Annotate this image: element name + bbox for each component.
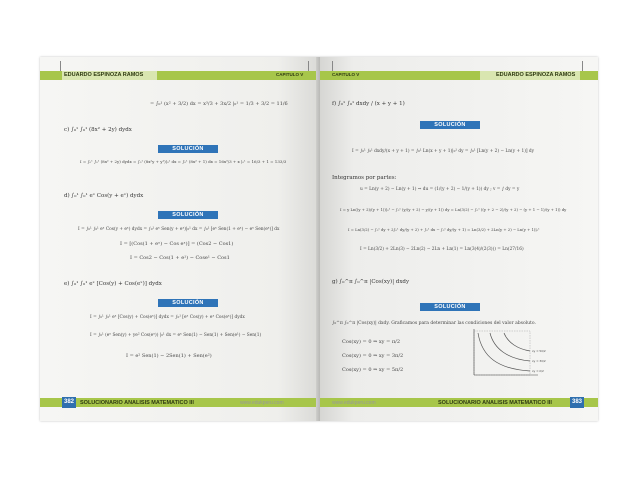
solution-f-line3: I = Ln(3/2) − ∫₀¹ dy + 2∫₀¹ dy/(y + 2) + ∫₀¹ dx − ∫₀¹ dy/(y + 1) = Ln(3/2) + 2Ln(y + 2) − Ln(y + 1)|₀¹	[348, 227, 540, 232]
problem-e: e) ∫₀¹ ∫₀¹ eˣ [Cos(y) + Cos(eˣ)] dydx	[64, 281, 162, 287]
left-header-chapter: CAPITULO V	[276, 72, 304, 77]
parts-definition: u = Ln(y + 2) − Ln(y + 1) ⇒ du = (1/(y + 2) − 1/(y + 1)) dy ; v = ∫ dy = y	[360, 187, 520, 192]
crop-mark	[60, 61, 61, 71]
problem-g: g) ∫₀^π ∫₀^π |Cos(xy)| dxdy	[332, 279, 410, 285]
right-page	[320, 57, 598, 421]
crop-mark	[582, 61, 583, 71]
left-footer-title: SOLUCIONARIO ANALISIS MATEMATICO III	[80, 400, 194, 406]
solution-e-line2: I = ∫₀¹ (eˣ Sen(y) + ye² Cos(eˣ)) |₀¹ dx = eˣ Sen(1) − Sen(1) + Sen(e¹) − Sen(1)	[90, 333, 262, 338]
right-page-number: 383	[570, 397, 584, 408]
problem-f: f) ∫₀¹ ∫₀¹ dxdy / (x + y + 1)	[332, 101, 405, 107]
solution-c: I = ∫₀¹ ∫₀¹ (8x² + 2y) dydx = ∫₀¹ (8x²y + y²)|₀¹ dx = ∫₀¹ (8x² + 1) dx = 16x³/3 + x |₀¹ = 16/3 + 1 = 133/3	[80, 159, 287, 164]
right-footer-title: SOLUCIONARIO ANALISIS MATEMATICO III	[438, 400, 552, 406]
left-page	[40, 57, 320, 421]
solution-f-line4: I = Ln(3/2) + 2Ln(3) − 2Ln(2) − 2Ln + Ln(1) = Ln(3(4)/(2(3))) = Ln(27/16)	[360, 247, 524, 252]
solution-banner-c: SOLUCIÓN	[158, 145, 218, 153]
solution-e-line3: I = e² Sen(1) − 2Sen(1) + Sen(e²)	[126, 353, 212, 359]
curve-3pi-half	[490, 333, 530, 361]
crop-mark	[332, 61, 333, 71]
right-header-author: EDUARDO ESPINOZA RAMOS	[496, 72, 576, 78]
condition-2: Cos(xy) = 0 ⇒ xy = 3π/2	[342, 353, 404, 359]
graph-label-1: xy = π/2	[532, 369, 544, 373]
crop-mark	[308, 61, 309, 71]
graph-label-3: xy = 5π/2	[532, 349, 546, 353]
left-header-author: EDUARDO ESPINOZA RAMOS	[64, 72, 144, 78]
solution-g-intro: ∫₀^π ∫₀^π |Cos(xy)| dxdy. Graficamos para determinar las condiciones del valor absoluto.	[332, 321, 536, 326]
right-footer-url: www.edukperu.com	[332, 400, 376, 406]
solution-banner-d: SOLUCIÓN	[158, 211, 218, 219]
solution-f-line1: I = ∫₀¹ ∫₀¹ dxdy/(x + y + 1) = ∫₀¹ Ln(x + y + 1)|₀¹ dy = ∫₀¹ [Ln(y + 2) − Ln(y + 1)] dy	[352, 149, 535, 154]
solution-f-line2: I = y Ln((y + 2)/(y + 1))|₀¹ − ∫₀¹ (y/(y + 2) − y/(y + 1)) dy = Ln(3/2) − ∫₀¹ ((y + 2 − 2)/(y + 2) − (y + 1 − 1)/(y + 1)) dy	[340, 207, 567, 212]
left-page-number: 382	[62, 397, 76, 408]
solution-banner-f: SOLUCIÓN	[420, 121, 480, 129]
solution-e-line1: I = ∫₀¹ ∫₀¹ eˣ [Cos(y) + Cos(eˣ)] dydx = ∫₀¹ [eˣ Cos(y) + eˣ Cos(eˣ)] dydx	[90, 315, 245, 320]
open-book	[40, 57, 598, 421]
problem-c: c) ∫₀¹ ∫₀¹ (8x² + 2y) dydx	[64, 127, 132, 133]
curve-pi-half	[478, 333, 530, 371]
intro-result: = ∫₀¹ (x² + 3/2) dx = x³/3 + 3x/2 |₀¹ = 1/3 + 3/2 = 11/6	[150, 101, 288, 107]
problem-d: d) ∫₀¹ ∫₀¹ eˣ Cos(y + eˣ) dydx	[64, 193, 144, 199]
solution-d-line1: I = ∫₀¹ ∫₀¹ eˣ Cos(y + eˣ) dydx = ∫₀¹ eˣ Sen(y + eˣ)|₀¹ dx = ∫₀¹ [eˣ Sen(1 + eˣ) − eˣ Sen(eˣ)] dx	[78, 227, 280, 232]
curve-5pi-half	[504, 333, 530, 351]
solution-banner-g: SOLUCIÓN	[420, 303, 480, 311]
solution-d-line2: I = [(Cos(1 + eˣ) − Cos eˣ)] = (Cos2 − Cos1)	[120, 241, 234, 247]
integrating-text: Integramos por partes:	[332, 175, 397, 181]
graph-label-2: xy = 3π/2	[532, 359, 546, 363]
solution-d-line3: I = Cos2 − Cos(1 + e¹) − Cose¹ − Cos1	[130, 255, 230, 261]
right-header-chapter: CAPITULO V	[332, 72, 360, 77]
left-footer-url: www.edukperu.com	[240, 400, 284, 406]
solution-banner-e: SOLUCIÓN	[158, 299, 218, 307]
condition-3: Cos(xy) = 0 ⇒ xy = 5π/2	[342, 367, 404, 373]
hyperbola-graph	[468, 329, 548, 381]
condition-1: Cos(xy) = 0 ⇒ xy = π/2	[342, 339, 401, 345]
